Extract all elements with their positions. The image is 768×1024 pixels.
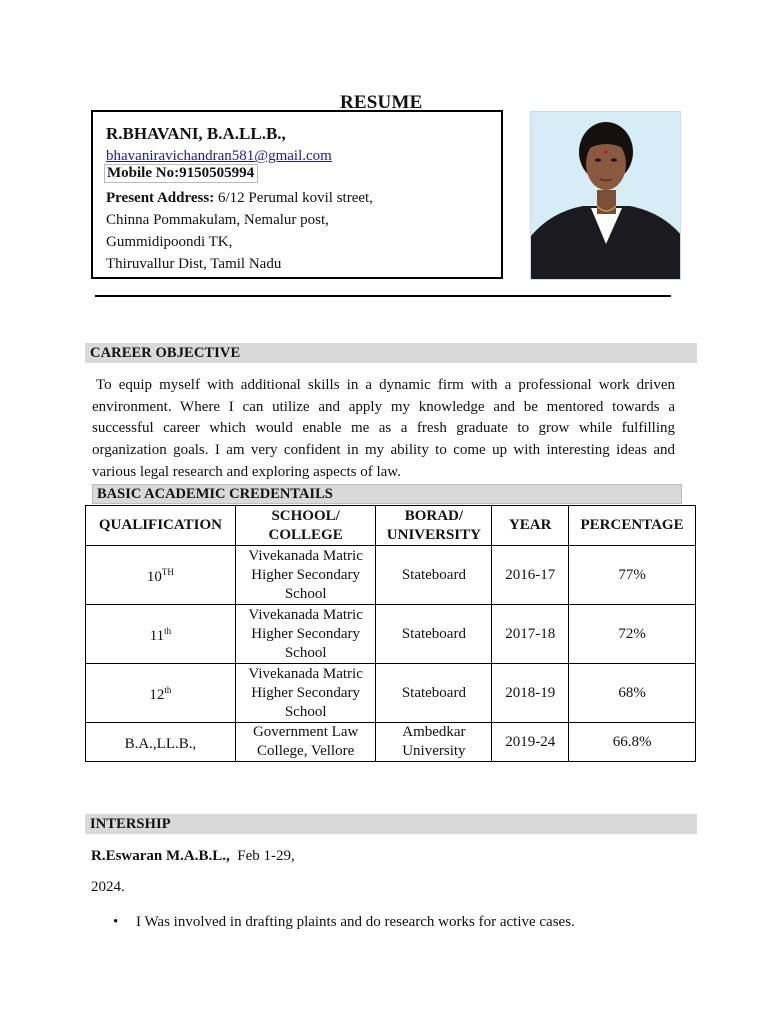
- cell-board: Stateboard: [376, 664, 492, 723]
- career-objective-text: To equip myself with additional skills in a dynamic firm with a professional work driven environment. Where I can utilize and apply my knowledge and be mentored towards a successful career which would enable me as a fresh graduate to grow while fulfilling organization goals. I am very confident in my ability to come up with interesting ideas and various legal research and exploring aspects of law.: [92, 377, 675, 480]
- list-item: [113, 914, 575, 931]
- cell-qualification: 11th: [86, 605, 236, 664]
- profile-photo: [530, 111, 681, 280]
- cell-percentage: 66.8%: [569, 723, 696, 762]
- cell-school: Government Law College, Vellore: [235, 723, 376, 762]
- internship-point: I Was involved in drafting plaints and do research works for active cases.: [136, 914, 575, 930]
- table-row: [86, 664, 696, 723]
- internship-period: Feb 1-29,: [237, 848, 295, 864]
- internship-mentor: R.Eswaran M.A.B.L.,: [91, 848, 230, 864]
- header-school: SCHOOL/ COLLEGE: [235, 506, 376, 546]
- header-divider: [95, 295, 671, 297]
- academic-heading: BASIC ACADEMIC CREDENTAILS: [92, 484, 682, 504]
- cell-percentage: 77%: [569, 546, 696, 605]
- address-line-2: Chinna Pommakulam, Nemalur post,: [106, 212, 329, 228]
- header-board: BORAD/ UNIVERSITY: [376, 506, 492, 546]
- career-objective-heading: CAREER OBJECTIVE: [85, 343, 697, 363]
- header-qualification: QUALIFICATION: [86, 506, 236, 546]
- address-line-4: Thiruvallur Dist, Tamil Nadu: [106, 256, 282, 272]
- cell-year: 2016-17: [492, 546, 569, 605]
- email-link[interactable]: bhavaniravichandran581@gmail.com: [106, 148, 332, 164]
- address-block: [106, 187, 496, 275]
- header-year: YEAR: [492, 506, 569, 546]
- candidate-name: R.BHAVANI, B.A.LL.B.,: [106, 124, 286, 143]
- cell-qualification: 10TH: [86, 546, 236, 605]
- cell-year: 2017-18: [492, 605, 569, 664]
- cell-school: Vivekanada Matric Higher Secondary School: [235, 546, 376, 605]
- cell-year: 2019-24: [492, 723, 569, 762]
- header-percentage: PERCENTAGE: [569, 506, 696, 546]
- cell-board: Stateboard: [376, 605, 492, 664]
- address-line-1: [106, 187, 496, 209]
- table-row: [86, 546, 696, 605]
- cell-qualification: B.A.,LL.B.,: [86, 723, 236, 762]
- mobile-field: [104, 164, 258, 183]
- cell-board: Stateboard: [376, 546, 492, 605]
- cell-school: Vivekanada Matric Higher Secondary School: [235, 605, 376, 664]
- academic-table: [85, 505, 696, 762]
- cell-percentage: 68%: [569, 664, 696, 723]
- table-row: [86, 605, 696, 664]
- mobile-number: 9150505994: [179, 165, 255, 181]
- address-text-1: 6/12 Perumal kovil street,: [217, 190, 373, 206]
- cell-year: 2018-19: [492, 664, 569, 723]
- table-row: [86, 723, 696, 762]
- address-label: Present Address:: [106, 190, 215, 206]
- cell-school: Vivekanada Matric Higher Secondary School: [235, 664, 376, 723]
- profile-photo-icon: [531, 112, 681, 280]
- bullet-icon: •: [113, 914, 119, 930]
- cell-percentage: 72%: [569, 605, 696, 664]
- mobile-label: Mobile No:: [107, 165, 180, 181]
- address-line-3: Gummidipoondi TK,: [106, 234, 233, 250]
- internship-mentor-line: [91, 848, 295, 865]
- cell-qualification: 12th: [86, 664, 236, 723]
- academic-table-header: [86, 506, 696, 546]
- internship-year: 2024.: [91, 879, 125, 895]
- internship-heading: INTERSHIP: [85, 814, 697, 834]
- resume-title: RESUME: [340, 92, 423, 113]
- cell-board: Ambedkar University: [376, 723, 492, 762]
